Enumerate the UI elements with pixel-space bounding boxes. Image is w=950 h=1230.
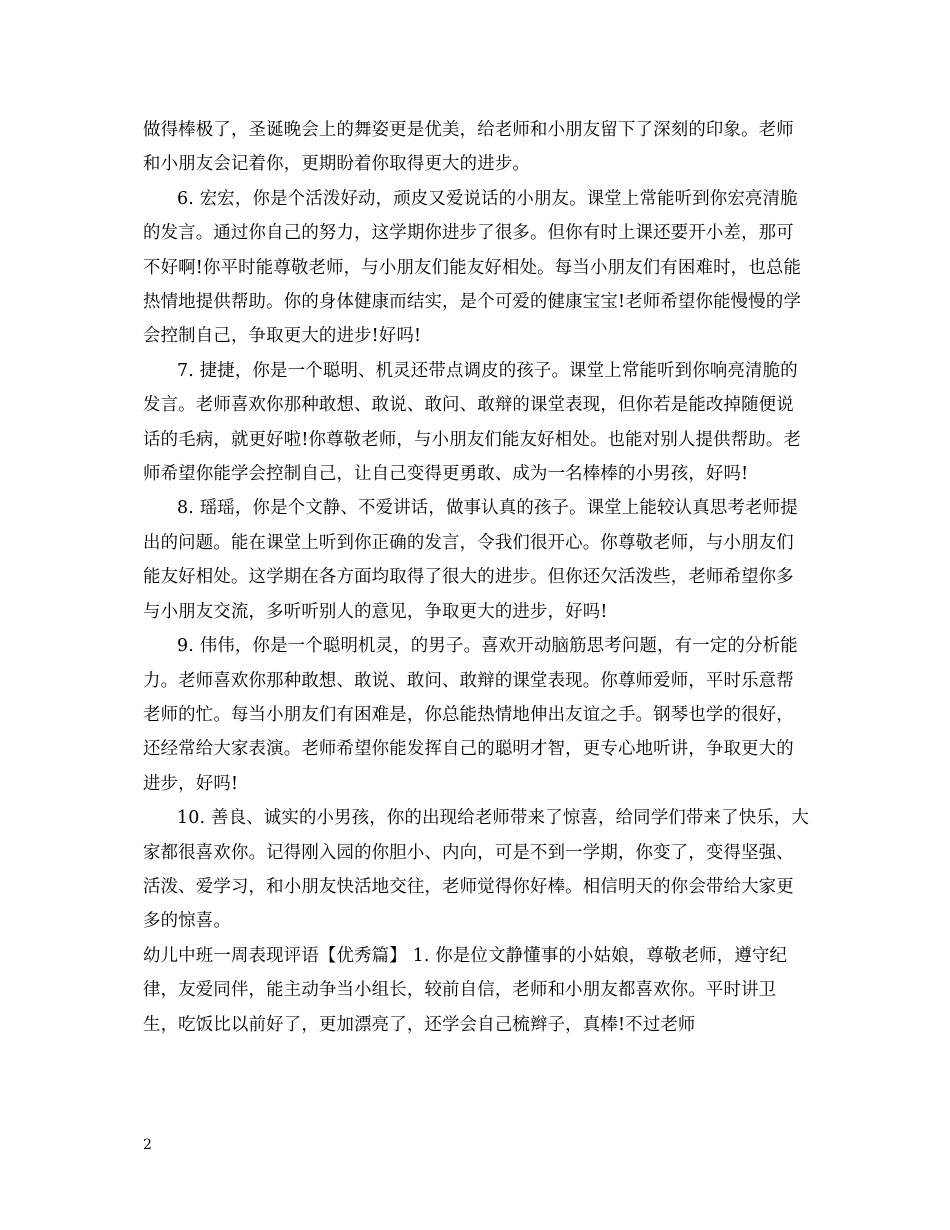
paragraph-item-9: 9. 伟伟，你是一个聪明机灵，的男子。喜欢开动脑筋思考问题，有一定的分析能力。老师喜欢你那种敢想、敢说、敢问、敢辩的课堂表现。你尊师爱师，平时乐意帮老师的忙。每当小朋友们有困难是，你总能热情地伸出友谊之手。钢琴也学的很好，还经常给大家表演。老师希望你能发挥自己的聪明才智，更专心地听讲，争取更大的进步，好吗! — [143, 636, 798, 794]
page-number: 2 — [143, 1137, 152, 1153]
paragraph-item-6: 6. 宏宏，你是个活泼好动，顽皮又爱说话的小朋友。课堂上常能听到你宏亮清脆的发言。通过你自己的努力，这学期你进步了很多。但你有时上课还要开小差，那可不好啊!你平时能尊敬老师，与小朋友们能友好相处。每当小朋友们有困难时，也总能热情地提供帮助。你的身体健康而结实，是个可爱的健康宝宝!老师希望你能慢慢的学会控制自己，争取更大的进步!好吗! — [143, 188, 802, 347]
paragraph-item-10: 10. 善良、诚实的小男孩，你的出现给老师带来了惊喜，给同学们带来了快乐，大家都很喜欢你。记得刚入园的你胆小、内向，可是不到一学期，你变了，变得坚强、活泼、爱学习，和小朋友快活地交往，老师觉得你好棒。相信明天的你会带给大家更多的惊喜。 — [143, 808, 810, 932]
paragraph-section-heading: 幼儿中班一周表现评语【优秀篇】 1. 你是位文静懂事的小姑娘，尊敬老师，遵守纪律，友爱同伴，能主动争当小组长，较前自信，老师和小朋友都喜欢你。平时讲卫生，吃饭比以前好了，更加漂亮了，还学会自己梳辫子，真棒!不过老师 — [143, 945, 788, 1035]
paragraph-item-8: 8. 瑶瑶，你是个文静、不爱讲话，做事认真的孩子。课堂上能较认真思考老师提出的问题。能在课堂上听到你正确的发言，令我们很开心。你尊敬老师，与小朋友们能友好相处。这学期在各方面均取得了很大的进步。但你还欠活泼些，老师希望你多与小朋友交流，多听听别人的意见，争取更大的进步，好吗! — [143, 498, 798, 622]
paragraph-continuation: 做得棒极了，圣诞晚会上的舞姿更是优美，给老师和小朋友留下了深刻的印象。老师和小朋友会记着你，更期盼着你取得更大的进步。 — [143, 120, 794, 175]
document-body — [143, 113, 811, 1042]
paragraph-item-7: 7. 捷捷，你是一个聪明、机灵还带点调皮的孩子。课堂上常能听到你响亮清脆的发言。老师喜欢你那种敢想、敢说、敢问、敢辩的课堂表现，但你若是能改掉随便说话的毛病，就更好啦!你尊敬老师，与小朋友们能友好相处。也能对别人提供帮助。老师希望你能学会控制自己，让自己变得更勇敢、成为一名棒棒的小男孩，好吗! — [143, 360, 802, 485]
